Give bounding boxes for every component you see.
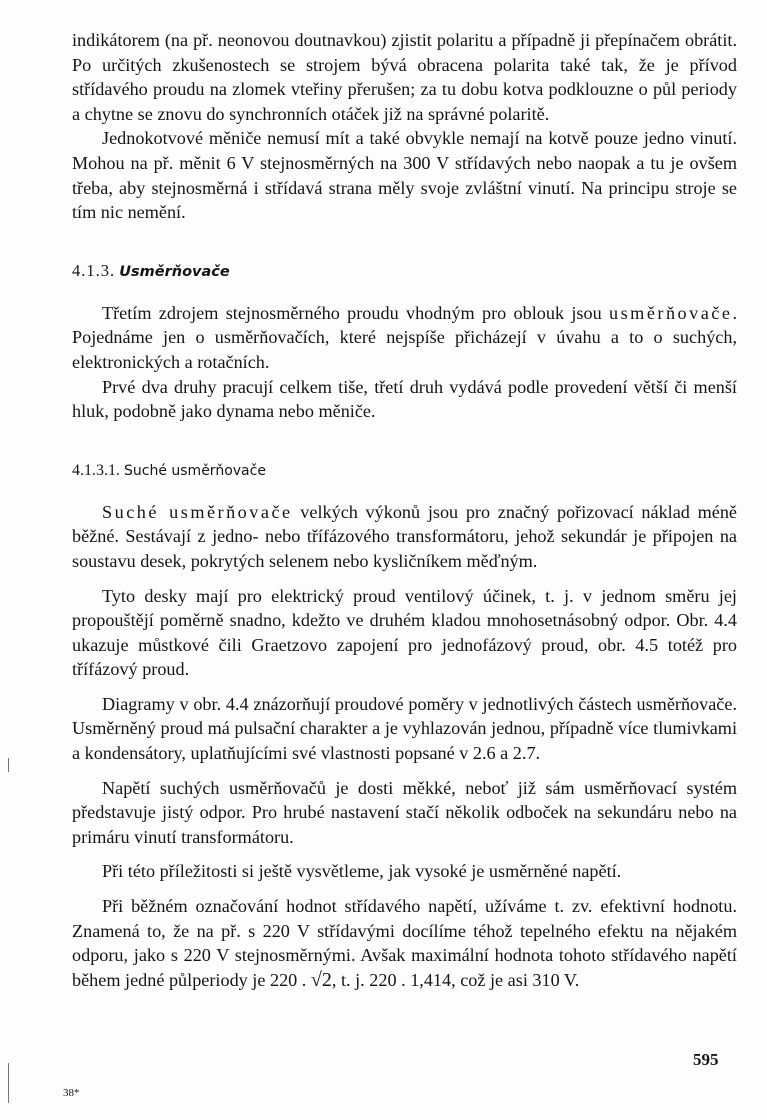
sqrt-expression: √2: [310, 968, 332, 991]
subsection-number: 4.1.3.1.: [72, 461, 120, 479]
printer-signature: 38*: [63, 1087, 80, 1099]
paragraph-2: Jednokotvové měniče nemusí mít a také obvykle nemají na kotvě pouze jedno vinutí. Mohou na př. měnit 6 V stejnosměrných na 300 V střídavých nebo naopak a tu je ovšem třeba, aby stejnosměrná i střídavá strana měly svoje zvláštní vinutí. Na principu stroje se tím nic nemění.: [72, 128, 737, 223]
paragraph-5-text: velkých výkonů jsou pro značný pořizovací náklad méně běžné. Sestávají z jedno- nebo třífázového transformátoru, jehož sekundár je připojen na soustavu desek, pokrytých selenem nebo kysličníkem měďným.: [72, 501, 737, 571]
paragraph-10: [72, 894, 737, 992]
paragraph-7: Diagramy v obr. 4.4 znázorňují proudové poměry v jednotlivých částech usměrňovače. Usměrněný proud má pulsační charakter a je vyhlazován jednou, případně více tlumivkami a kondensátory, uplatňujícími své vlastnosti popsané v 2.6 a 2.7.: [72, 693, 737, 764]
paragraph-6: Tyto desky mají pro elektrický proud ventilový účinek, t. j. v jednom směru jej propouštějí poměrně snadno, kdežto ve druhém kladou mnohosetnásobný odpor. Obr. 4.4 ukazuje můstkové čili Graetzovo zapojení pro jednofázový proud, obr. 4.5 totéž pro třífázový proud.: [72, 585, 737, 680]
paragraph-10-text-a: Při běžném označování hodnot střídavého napětí, užíváme t. zv. efektivní hodnotu. Znamená to, že na př. s 220 V střídavými docílíme téhož tepelného efektu na nějakém odporu, jako s 220 V stejnosměrnými. Avšak maximální hodnota tohoto střídavého napětí během jedné půlperiody je 220 .: [72, 896, 737, 990]
paragraph-4: Prvé dva druhy pracují celkem tiše, třetí druh vydává podle provedení větší či menší hluk, podobně jako dynama nebo měniče.: [72, 376, 737, 422]
subsection-title: Suché usměrňovače: [124, 462, 266, 479]
paragraph-8: Napětí suchých usměrňovačů je dosti měkké, neboť již sám usměrňovací systém představuje jistý odpor. Pro hrubé nastavení stačí několik odboček na sekundáru nebo na primáru vinutí transformátoru.: [72, 777, 737, 847]
paragraph-9: Při této příležitosti si ještě vysvětleme, jak vysoké je usměrněné napětí.: [102, 861, 622, 882]
margin-mark: [8, 1063, 9, 1103]
paragraph-10-text-b: , t. j. 220 . 1,414, což je asi 310 V.: [331, 969, 580, 990]
paragraph-5-emphasis: Suché usměrňovače: [102, 501, 293, 522]
margin-mark: [8, 758, 9, 772]
section-heading-4-1-3-1: [72, 460, 737, 482]
paragraph-5: [72, 500, 737, 574]
section-heading-4-1-3: [72, 260, 737, 283]
section-title: Usměrňovače: [119, 263, 230, 280]
section-number: 4.1.3.: [72, 260, 116, 280]
paragraph-3: [72, 301, 737, 375]
page-number: 595: [693, 1050, 719, 1069]
page-body: [72, 28, 737, 992]
paragraph-3-emphasis: usměrňovače: [609, 302, 733, 323]
paragraph-3-text-a: Třetím zdrojem stejnosměrného proudu vhodným pro oblouk jsou: [102, 302, 609, 323]
paragraph-1: indikátorem (na př. neonovou doutnavkou) zjistit polaritu a případně ji přepínačem obrátit. Po určitých zkušenostech se strojem bývá obracena polarita také tak, že je přívod střídavého proudu na zlomek vteřiny přerušen; za tu dobu kotva podklouzne o půl periody a chytne se znovu do synchronních otáček již na správné polaritě.: [72, 30, 737, 124]
paragraph-3-text-b: . Pojednáme jen o usměrňovačích, které nejspíše přicházejí v úvahu a to o suchých, elektronických a rotačních.: [72, 302, 737, 372]
